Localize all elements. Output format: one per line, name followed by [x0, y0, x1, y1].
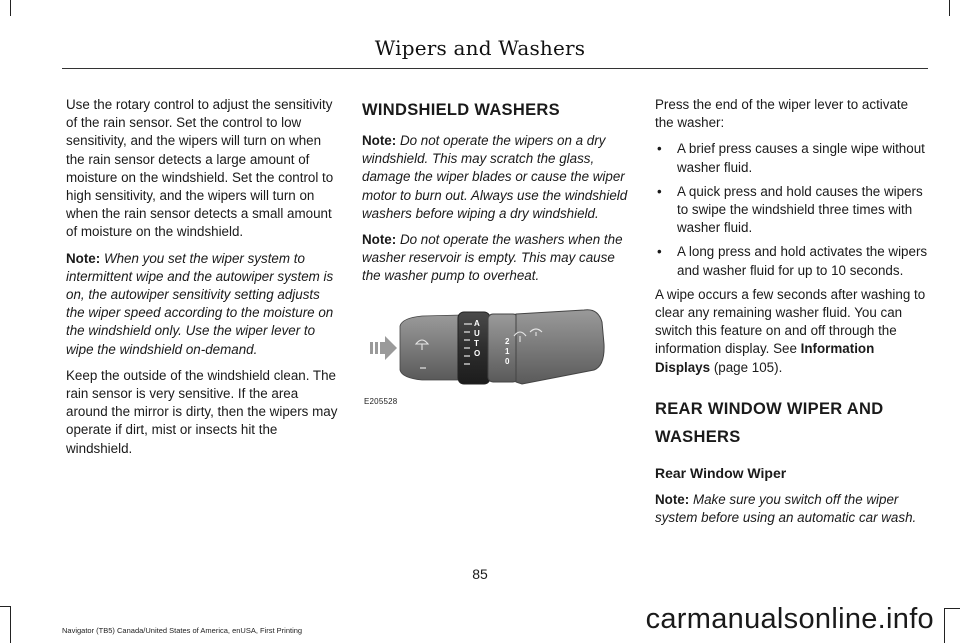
figure-code: E205528 [364, 397, 398, 406]
note-car-wash [655, 491, 929, 527]
note-label: Note: [362, 232, 397, 248]
note-empty-reservoir [362, 231, 634, 286]
crop-mark-bottom-left-v [10, 606, 11, 643]
list-item [655, 140, 929, 176]
list-item [655, 243, 929, 279]
crop-mark-top-right-v [949, 0, 950, 16]
page-header-title: Wipers and Washers [374, 36, 586, 60]
note-autowiper [66, 250, 338, 359]
list-item-text: A quick press and hold causes the wipers to swipe the windshield three times with washer fluid. [677, 183, 923, 236]
note-label: Note: [655, 491, 690, 507]
note-label: Note: [66, 250, 101, 266]
list-item-text: A long press and hold activates the wipers and washer fluid for up to 10 seconds. [677, 244, 928, 278]
crop-mark-bottom-right-v [944, 608, 945, 643]
lever-auto-a: A [474, 319, 480, 328]
lever-auto-o: O [474, 349, 481, 358]
list-item [655, 183, 929, 238]
paragraph-text: A wipe occurs a few seconds after washing to clear any remaining washer fluid. You can switch this feature on and off through the information display. See [655, 286, 926, 357]
wiper-lever-figure [362, 296, 634, 406]
column-right [655, 96, 929, 535]
note-text: Do not operate the washers when the washer reservoir is empty. This may cause the washer pump to overheat. [362, 232, 623, 284]
lever-auto-t: T [474, 339, 479, 348]
washer-press-list [655, 140, 929, 279]
lever-speed-2: 2 [505, 337, 510, 346]
crop-mark-bottom-left-h [0, 606, 10, 607]
note-text: When you set the wiper system to intermittent wipe and the autowiper system is on, the autowiper sensitivity setting adjusts the wiper speed according to the moisture on the windshield only. Use the wiper lever to wipe the windshield on-demand. [66, 250, 334, 357]
lever-auto-u: U [474, 329, 480, 338]
column-left [66, 96, 338, 466]
washer-intro: Press the end of the wiper lever to activate the washer: [655, 97, 909, 131]
cross-reference-link[interactable]: Information Displays [655, 341, 875, 375]
bullet-dot: • [657, 183, 662, 199]
note-text: Make sure you switch off the wiper system before using an automatic car wash. [655, 491, 917, 526]
wiper-lever-illustration [362, 296, 634, 406]
header-rule [62, 68, 928, 69]
paragraph-wipe-after-wash [655, 286, 929, 377]
bullet-dot: • [657, 141, 662, 157]
list-item-text: A brief press causes a single wipe without washer fluid. [677, 141, 925, 175]
lever-speed-1: 1 [505, 347, 510, 356]
column-middle [362, 98, 634, 294]
bullet-dot: • [657, 244, 662, 260]
paragraph-keep-clean: Keep the outside of the windshield clean. The rain sensor is very sensitive. If the area around the mirror is dirty, then the wipers may operate if dirt, mist or insects hit the windshield. [66, 367, 338, 456]
crop-mark-bottom-right-h [944, 608, 960, 609]
note-text: Do not operate the wipers on a dry windshield. This may scratch the glass, damage the wiper blades or cause the wiper motor to burn out. Always use the windshield washers before wiping a dry windshield. [362, 133, 628, 221]
lever-speed-0: 0 [505, 357, 510, 366]
watermark: carmanualsonline.info [645, 603, 934, 635]
page-reference: (page 105). [710, 359, 783, 375]
note-label: Note: [362, 133, 397, 148]
page-number: 85 [472, 566, 488, 582]
crop-mark-top-left-v [10, 0, 11, 16]
press-arrow-icon [370, 336, 397, 360]
subheading-rear-window-wiper: Rear Window Wiper [655, 464, 787, 481]
footer-print-info: Navigator (TB5) Canada/United States of America, enUSA, First Printing [62, 626, 303, 635]
heading-rear-wiper-washers: REAR WINDOW WIPER AND WASHERS [655, 399, 884, 446]
paragraph-rain-sensor: Use the rotary control to adjust the sensitivity of the rain sensor. Set the control to low sensitivity, and the wipers will turn on when the rain sensor detects a large amount of moisture on the windshield. Set the control to high sensitivity, and the wipers will turn on when the rain sensor detects a small amount of moisture on the windshield. [66, 97, 334, 240]
note-dry-windshield [362, 132, 634, 223]
heading-windshield-washers: WINDSHIELD WASHERS [362, 101, 560, 119]
